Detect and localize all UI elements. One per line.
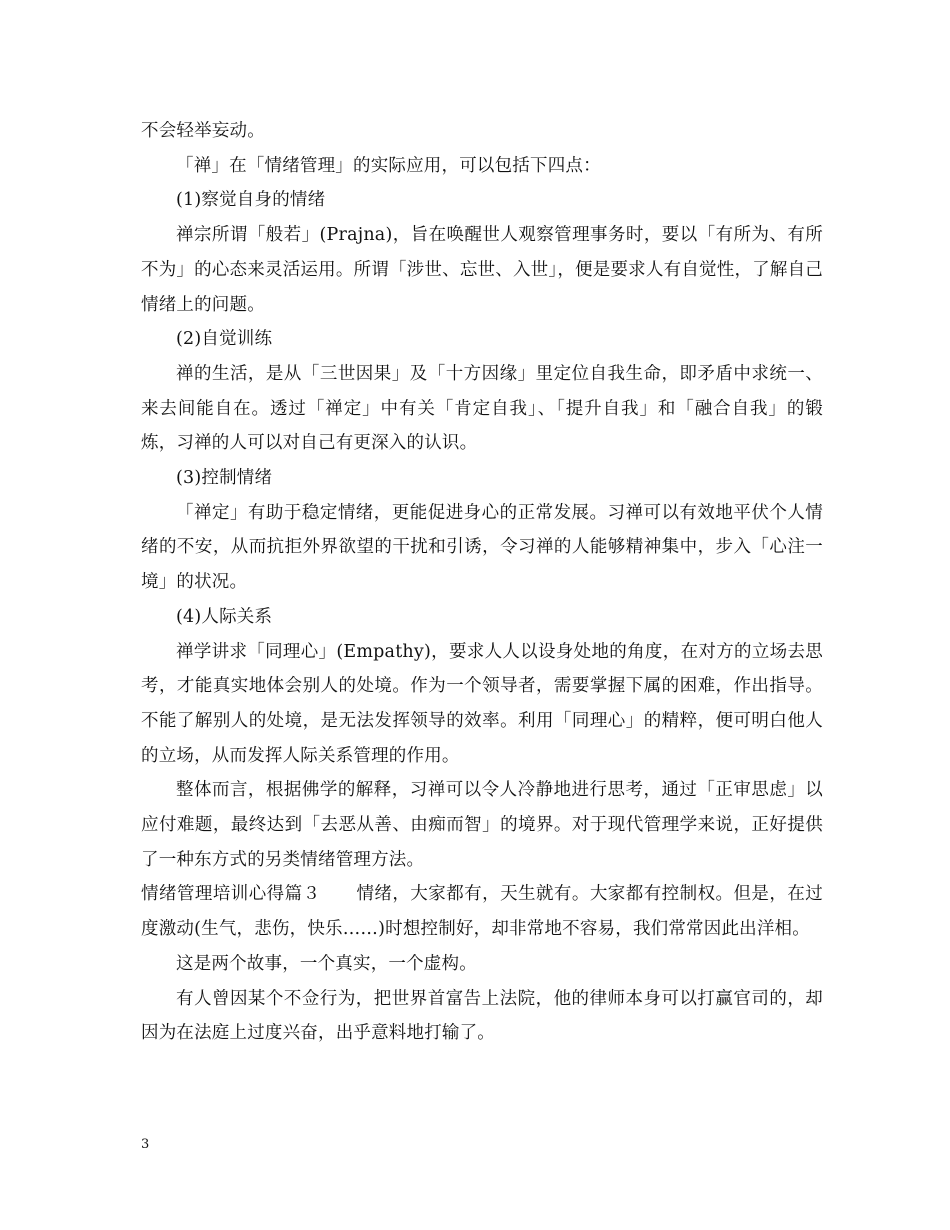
paragraph: 不会轻举妄动。: [141, 121, 265, 141]
paragraph: 「禅」在「情绪管理」的实际应用，可以包括下四点：: [176, 155, 601, 176]
body-text: [141, 114, 823, 1051]
section-heading-paragraph: 情绪管理培训心得篇３ 情绪，大家都有，天生就有。大家都有控制权。但是，在过度激动(生气，悲伤，快乐……)时想控制好，却非常地不容易，我们常常因此出洋相。: [141, 884, 823, 940]
paragraph: 这是两个故事，一个真实，一个虚构。: [176, 953, 477, 974]
paragraph: 有人曾因某个不佥行为，把世界首富告上法院，他的律师本身可以打赢官司的，却因为在法庭上过度兴奋，出乎意料地打输了。: [141, 988, 823, 1044]
list-heading: (1)察觉自身的情绪: [176, 190, 326, 211]
paragraph: 「禅定」有助于稳定情绪，更能促进身心的正常发展。习禅可以有效地平伏个人情绪的不安，从而抗拒外界欲望的干扰和引诱，令习禅的人能够精神集中，步入「心注一境」的状况。: [141, 502, 823, 593]
paragraph: 禅的生活，是从「三世因果」及「十方因缘」里定位自我生命，即矛盾中求统一、来去间能自在。透过「禅定」中有关「肯定自我」、「提升自我」和「融合自我」的锻炼，习禅的人可以对自己有更深入的认识。: [141, 363, 823, 454]
list-heading: (4)人际关系: [176, 606, 273, 627]
page-number: 3: [141, 1137, 150, 1152]
list-heading: (2)自觉训练: [176, 329, 273, 350]
list-heading: (3)控制情绪: [176, 468, 273, 489]
paragraph: 整体而言，根据佛学的解释，习禅可以令人冷静地进行思考，通过「正审思虑」以应付难题，最终达到「去恶从善、由痴而智」的境界。对于现代管理学来说，正好提供了一种东方式的另类情绪管理方法。: [141, 780, 823, 870]
paragraph: 禅宗所谓「般若」(Prajna)，旨在唤醒世人观察管理事务时，要以「有所为、有所不为」的心态来灵活运用。所谓「涉世、忘世、入世」，便是要求人有自觉性，了解自己情绪上的问题。: [141, 225, 823, 315]
paragraph: 禅学讲求「同理心」(Empathy)，要求人人以设身处地的角度，在对方的立场去思考，才能真实地体会别人的处境。作为一个领导者，需要掌握下属的困难，作出指导。不能了解别人的处境，是无法发挥领导的效率。利用「同理心」的精粹，便可明白他人的立场，从而发挥人际关系管理的作用。: [141, 641, 823, 766]
